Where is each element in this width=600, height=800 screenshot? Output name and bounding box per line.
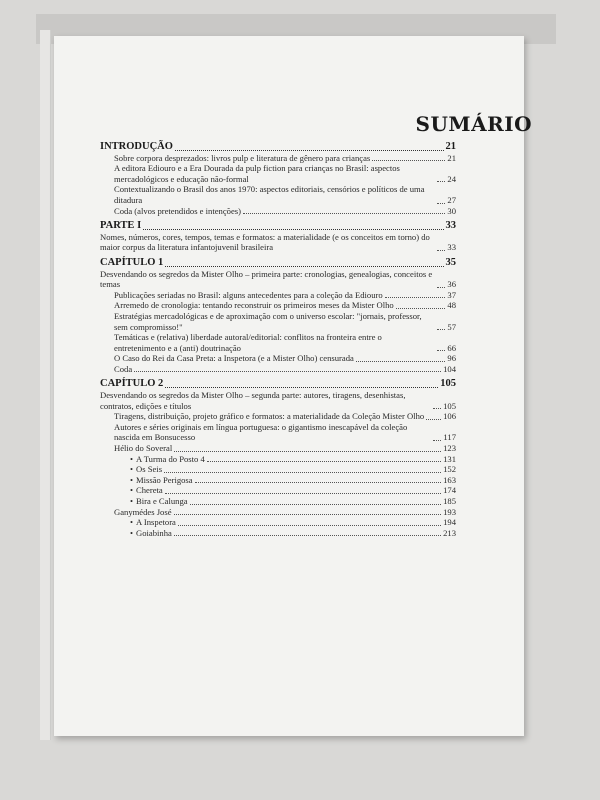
toc-page-number: 194 [443, 517, 456, 528]
toc-entry [100, 311, 456, 332]
toc-entry-title: Tiragens, distribuição, projeto gráfico e formatos: a materialidade da Coleção Mister Olho [114, 411, 425, 422]
toc-entry [100, 485, 456, 496]
toc-entry-title: • Os Seis [130, 464, 162, 475]
book-edge [40, 30, 51, 740]
toc-page-number: 117 [443, 432, 456, 443]
toc-page-number: 213 [443, 527, 456, 538]
toc-entry-title: Coda [114, 363, 133, 374]
toc-page-number: 152 [443, 464, 456, 475]
toc-leader-dots [165, 387, 438, 388]
table-of-contents [100, 140, 456, 538]
toc-leader-dots [356, 361, 446, 362]
toc-leader-dots [165, 266, 443, 267]
toc-section-heading [100, 379, 456, 390]
toc-page-number: 21 [447, 152, 456, 163]
toc-entry-title: • Missão Perigosa [130, 475, 193, 486]
toc-page-number: 131 [443, 453, 456, 464]
toc-entry [100, 443, 456, 454]
toc-leader-dots [243, 213, 445, 214]
toc-page-number: 33 [445, 220, 456, 232]
toc-page-number: 104 [443, 363, 456, 374]
toc-entry-title: Sobre corpora desprezados: livros pulp e literatura de gênero para crianças [114, 152, 371, 163]
toc-page-number: 27 [447, 194, 456, 205]
toc-entry [100, 153, 456, 164]
toc-entry [100, 163, 456, 184]
toc-leader-dots [437, 181, 445, 182]
toc-entry [100, 364, 456, 375]
toc-entry [100, 496, 456, 507]
page-title: SUMÁRIO [415, 112, 532, 136]
toc-entry-title: • A Inspetora [130, 517, 176, 528]
toc-leader-dots [165, 493, 441, 494]
toc-entry [100, 390, 456, 411]
toc-entry-title: Ganymédes José [114, 506, 172, 517]
toc-leader-dots [190, 504, 442, 505]
toc-leader-dots [143, 229, 443, 230]
toc-entry [100, 232, 456, 253]
toc-entry [100, 353, 456, 364]
toc-leader-dots [433, 408, 441, 409]
toc-page-number: 35 [445, 256, 456, 268]
toc-entry-title: Hélio do Soveral [114, 443, 173, 454]
toc-page-number: 96 [447, 353, 456, 364]
toc-entry [100, 507, 456, 518]
toc-entry-title: Autores e séries originais em língua portuguesa: o gigantismo inescapável da coleção nascida em Bonsucesso [114, 421, 408, 443]
toc-entry-title: O Caso do Rei da Casa Preta: a Inspetora (e a Mister Olho) censurada [114, 353, 354, 364]
toc-page-number: 193 [443, 506, 456, 517]
toc-leader-dots [437, 250, 445, 251]
toc-entry [100, 184, 456, 205]
toc-entry-title: Desvendando os segredos da Mister Olho – primeira parte: cronologias, genealogias, conceitos e temas [100, 268, 433, 290]
toc-page-number: 30 [447, 205, 456, 216]
toc-leader-dots [437, 350, 445, 351]
toc-entry-title: Desvendando os segredos da Mister Olho – segunda parte: autores, tiragens, desenhistas, contratos, edições e títulos [100, 390, 406, 411]
toc-page-number: 185 [443, 496, 456, 506]
toc-entry-title: • Goiabinha [130, 528, 172, 539]
toc-leader-dots [174, 535, 441, 536]
toc-entry [100, 332, 456, 353]
toc-entry-title: • A Turma do Posto 4 [130, 454, 205, 465]
toc-leader-dots [372, 160, 445, 161]
toc-leader-dots [437, 203, 445, 204]
toc-page-number: 57 [447, 321, 456, 332]
toc-page-number: 106 [443, 411, 456, 422]
toc-entry-title: • Bira e Calunga [130, 496, 188, 507]
toc-leader-dots [207, 461, 441, 462]
toc-leader-dots [164, 472, 441, 473]
toc-entry [100, 475, 456, 486]
toc-page-number: 66 [447, 342, 456, 353]
toc-leader-dots [134, 371, 441, 372]
toc-entry-title: • Chereta [130, 485, 163, 496]
toc-entry [100, 528, 456, 539]
toc-entry-title: Publicações seriadas no Brasil: alguns antecedentes para a coleção da Ediouro [114, 289, 383, 300]
toc-entry [100, 290, 456, 301]
toc-leader-dots [396, 308, 446, 309]
toc-page-number: 33 [447, 242, 456, 253]
toc-entry [100, 454, 456, 465]
toc-gap [100, 253, 456, 256]
toc-leader-dots [174, 514, 442, 515]
toc-page-number: 123 [443, 443, 456, 454]
toc-leader-dots [174, 451, 441, 452]
toc-entry-title: INTRODUÇÃO [100, 141, 173, 152]
toc-leader-dots [433, 440, 441, 441]
toc-gap [100, 216, 456, 219]
toc-entry [100, 422, 456, 443]
toc-page-number: 174 [443, 485, 456, 496]
toc-page-number: 37 [447, 289, 456, 300]
toc-entry [100, 300, 456, 311]
toc-section-heading [100, 142, 456, 153]
toc-leader-dots [178, 525, 441, 526]
toc-entry-title: A editora Ediouro e a Era Dourada da pulp fiction para crianças no Brasil: aspectos mercadológicos e educação não-formal [114, 163, 400, 184]
toc-entry [100, 269, 456, 290]
toc-entry-title: Temáticas e (relativa) liberdade autoral/editorial: conflitos na fronteira entre o entretenimento e a (anti) doutrinação [114, 332, 382, 353]
toc-entry-title: Estratégias mercadológicas e de aproximação com o universo escolar: "jornais, professor, sem compromisso!" [114, 310, 422, 332]
toc-leader-dots [195, 482, 442, 483]
toc-leader-dots [175, 150, 444, 151]
toc-page-number: 21 [445, 141, 456, 152]
toc-page-number: 163 [443, 474, 456, 485]
toc-page-number: 24 [447, 173, 456, 184]
toc-leader-dots [385, 297, 446, 298]
toc-entry [100, 517, 456, 528]
toc-entry [100, 464, 456, 475]
toc-entry-title: Arremedo de cronologia: tentando reconstruir os primeiros meses da Mister Olho [114, 300, 394, 311]
toc-page-number: 105 [443, 400, 456, 411]
toc-leader-dots [426, 419, 441, 420]
toc-page-number: 105 [440, 378, 456, 390]
toc-section-heading [100, 258, 456, 269]
toc-entry-title: CAPÍTULO 1 [100, 256, 164, 268]
toc-section-heading [100, 221, 456, 232]
toc-entry-title: PARTE I [100, 220, 142, 232]
toc-entry-title: Coda (alvos pretendidos e intenções) [114, 205, 241, 216]
toc-page-number: 48 [447, 300, 456, 311]
toc-page-number: 36 [447, 279, 456, 290]
toc-entry [100, 411, 456, 422]
toc-leader-dots [437, 329, 445, 330]
toc-entry-title: Nomes, números, cores, tempos, temas e formatos: a materialidade (e os conceitos em torno) do maior corpus da literatura infantojuvenil brasileira [100, 231, 430, 253]
toc-entry-title: Contextualizando o Brasil dos anos 1970: aspectos editoriais, censórios e políticos de uma ditadura [114, 184, 425, 205]
toc-leader-dots [437, 287, 445, 288]
toc-entry-title: CAPÍTULO 2 [100, 378, 164, 390]
toc-entry [100, 206, 456, 217]
